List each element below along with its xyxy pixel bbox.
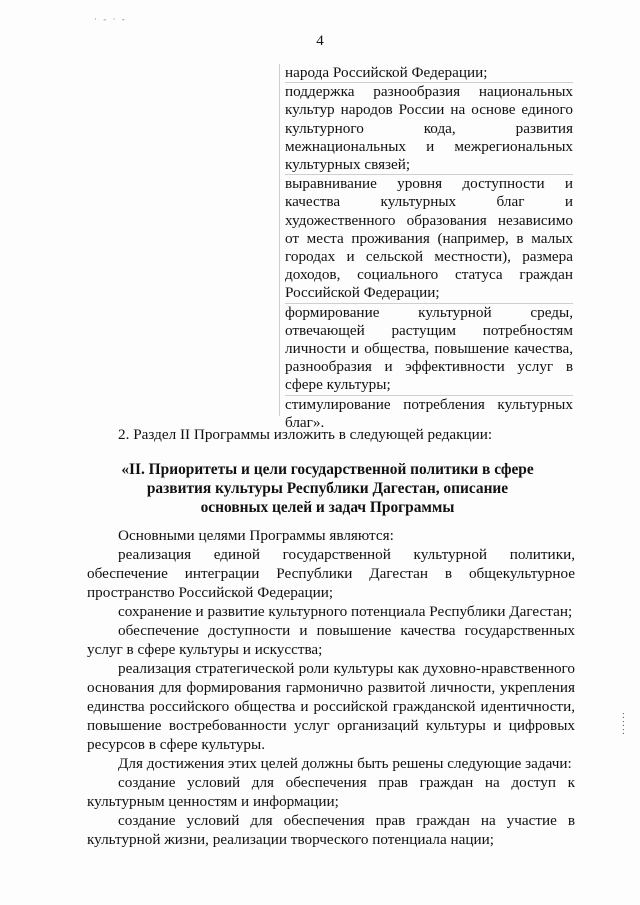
- table-cell-line: народа Российской Федерации;: [285, 64, 488, 81]
- paragraph: Основными целями Программы являются:: [118, 527, 394, 544]
- body-text: [87, 526, 575, 849]
- page-number: 4: [316, 33, 324, 49]
- table-cell-column: [285, 64, 573, 432]
- paragraph: сохранение и развитие культурного потенциала Республики Дагестан;: [118, 603, 573, 620]
- paragraph: реализация единой государственной культурной политики, обеспечение интеграции Республики Дагестан в общекультурное пространство Российской Федерации;: [87, 546, 575, 601]
- margin-mark: : : :: [622, 710, 625, 737]
- paragraph: реализация стратегической роли культуры как духовно-нравственного основания для формирования гармонично развитой личности, укрепления единства российского общества и российской гражданской идентичности, повышение востребованности услуг организаций культуры и цифровых ресурсов в сфере культуры.: [87, 660, 575, 753]
- table-cell-item: стимулирование потребления культурных благ».: [285, 395, 573, 431]
- section-heading: «II. Приоритеты и цели государственной политики в сфере развития культуры Республики Дагестан, описание основных целей и задач Программы: [121, 461, 534, 516]
- scan-marks: · - · -: [94, 14, 127, 24]
- paragraph: создание условий для обеспечения прав граждан на доступ к культурным ценностям и информации;: [87, 774, 575, 810]
- paragraph: обеспечение доступности и повышение качества государственных услуг в сфере культуры и искусства;: [87, 622, 575, 658]
- table-cell-item: выравнивание уровня доступности и качества культурных благ и художественного образования независимо от места проживания (например, в малых городах и сельской местности), размера доходов, социального статуса граждан Российской Федерации;: [285, 175, 573, 302]
- table-cell-item: формирование культурной среды, отвечающей растущим потребностям личности и общества, повышение качества, разнообразия и эффективности услуг в сфере культуры;: [285, 303, 573, 394]
- table-border: [279, 64, 280, 416]
- paragraph: создание условий для обеспечения прав граждан на участие в культурной жизни, реализации творческого потенциала нации;: [87, 812, 575, 848]
- table-cell-item: поддержка разнообразия национальных культур народов России на основе единого культурного кода, развития межнациональных и межрегиональных культурных связей;: [285, 83, 573, 174]
- paragraph: Для достижения этих целей должны быть решены следующие задачи:: [118, 755, 572, 772]
- amendment-line: 2. Раздел II Программы изложить в следующей редакции:: [118, 426, 493, 443]
